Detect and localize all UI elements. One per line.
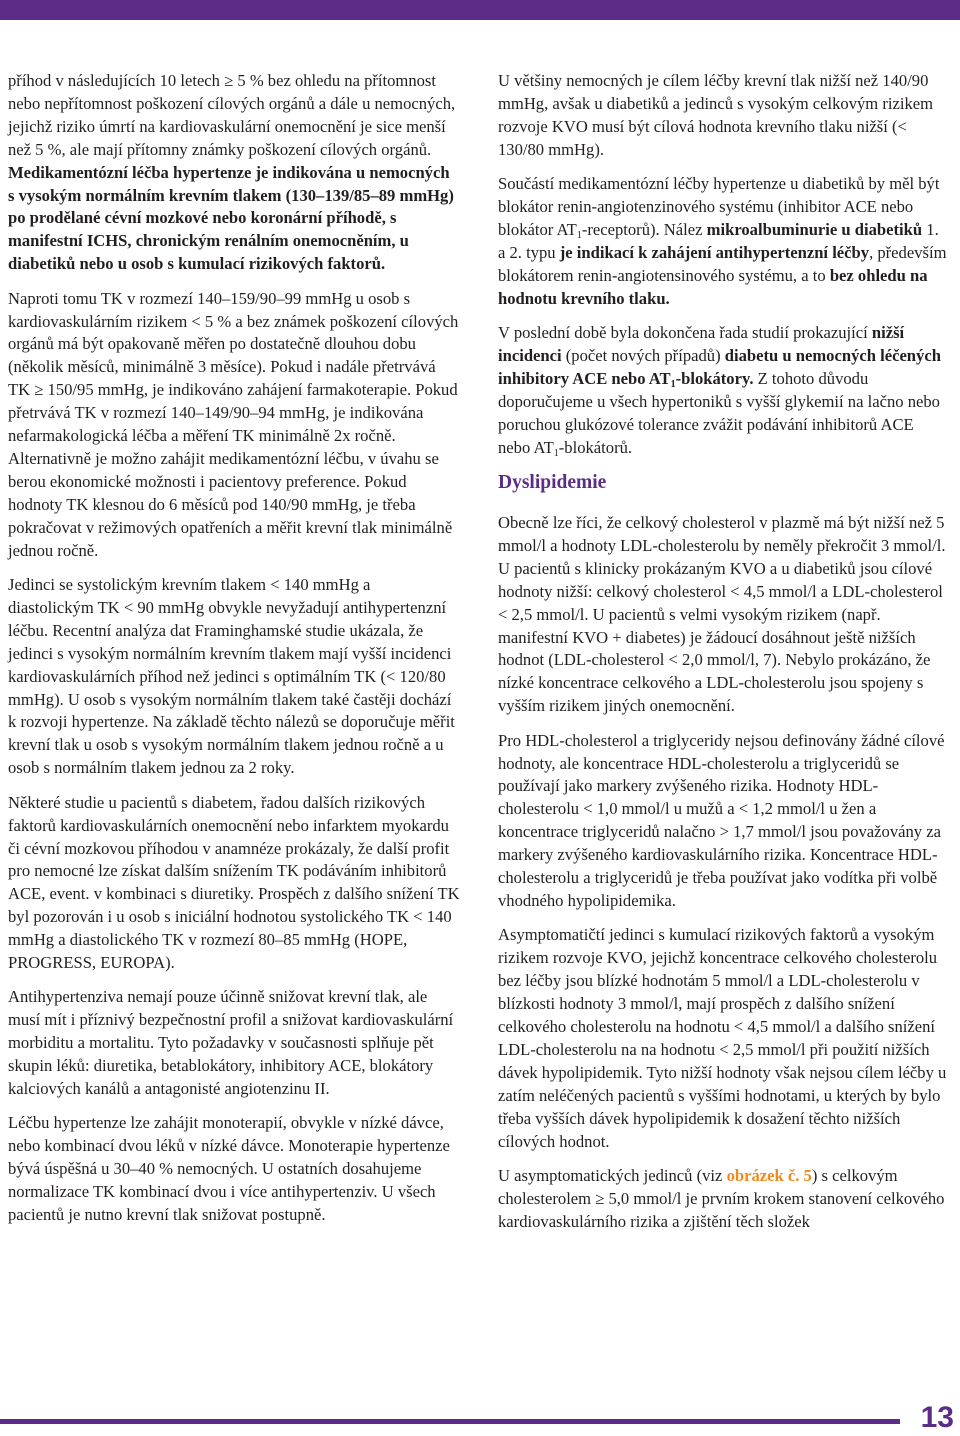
paragraph: Součástí medikamentózní léčby hypertenze u diabetiků by měl být blokátor renin-angiotenzinového systému (inhibitor ACE nebo blokátor $AT_1-receptorů$). Nález mikroalbuminurie u diabetiků 1. a 2. typu je indikací k zahájení antihypertenzní léčby, především blokátorem renin-angiotensinového systému, a to bez ohledu na hodnotu krevního tlaku. xyxy=(498,174,947,308)
page-number: 13 xyxy=(920,1401,954,1434)
paragraph: Jedinci se systolickým krevním tlakem < 140 mmHg a diastolickým TK < 90 mmHg obvykle nevyžadují antihypertenzní léčbu. Recentní analýza dat Framinghamské studie ukázala, že jedinci s vysokým normálním krevním tlakem mají vyšší incidenci kardiovaskulárních příhod než jedinci s optimálním TK (< 120/80 mmHg). U osob s vysokým normálním tlakem také častěji dochází k rozvoji hypertenze. Na základě těchto nálezů se doporučuje měřit krevní tlak u osob s vysokým normálním tlakem jednou ročně a u osob s normálním tlakem jednou za 2 roky. xyxy=(8,575,455,778)
section-heading: Dyslipidemie xyxy=(498,472,607,493)
paragraph: Obecně lze říci, že celkový cholesterol v plazmě má být nižší než 5 mmol/l a hodnoty LDL-cholesterolu by neměly překročit 3 mmol/l. U pacientů s klinicky prokázaným KVO a u diabetiků jsou cílové hodnoty nižší: celkový cholesterol < 4,5 mmol/l a LDL-cholesterol < 2,5 mmol/l. U pacientů s velmi vysokým rizikem (např. manifestní KVO + diabetes) je žádoucí dosáhnout ještě nižších hodnot (LDL-cholesterol < 2,0 mmol/l, 7). Nebylo prokázáno, že nízké koncentrace celkového a LDL-cholesterolu jsou spojeny s vyšším rizikem jiných onemocnění. xyxy=(498,513,946,716)
paragraph: U většiny nemocných je cílem léčby krevní tlak nižší než 140/90 mmHg, avšak u diabetiků a jedinců s vysokým celkovým rizikem rozvoje KVO musí být cílová hodnota krevního tlaku nižší (< 130/80 mmHg). xyxy=(498,71,934,159)
paragraph: Některé studie u pacientů s diabetem, řadou dalších rizikových faktorů kardiovaskulárních onemocnění nebo infarktem myokardu či cévní mozkovou příhodou v anamnéze prokázaly, že další profit pro nemocné lze získat dalším snížením TK podáváním inhibitorů ACE, event. v kombinaci s diuretiky. Prospěch z dalšího snížení TK byl pozorován i u osob s iniciální hodnotou systolického TK < 140 mmHg a diastolického TK v rozmezí 80–85 mmHg (HOPE, PROGRESS, EUROPA). xyxy=(8,792,460,973)
paragraph: Asymptomatičtí jedinci s kumulací rizikových faktorů a vysokým rizikem rozvoje KVO, jejichž koncentrace celkového cholesterolu bez léčby jsou blízké hodnotám 5 mmol/l a LDL-cholesterolu v blízkosti hodnoty 3 mmol/l, mají prospěch z dalšího snížení celkového cholesterolu na hodnotu < 4,5 mmol/l a dalšího snížení LDL-cholesterolu na na hodnotu < 2,5 mmol/l při použití nižších dávek hypolipidemik. Tyto nižší hodnoty však nejsou cílem léčby u zatím neléčených pacientů s vyššími hodnotami, u kterých by bylo třeba vyšších dávek hypolipidemik k dosažení těchto nižších cílových hodnot. xyxy=(498,925,947,1151)
right-column xyxy=(498,70,950,1245)
left-column xyxy=(8,70,460,1239)
top-accent-bar xyxy=(0,0,960,20)
paragraph: příhod v následujících 10 letech ≥ 5 % bez ohledu na přítomnost nebo nepřítomnost poškození cílových orgánů a dále u nemocných, jejichž riziko úmrtí na kardiovaskulární onemocnění je sice menší než 5 %, ale mají přítomny známky poškození cílových orgánů. Medikamentózní léčba hypertenze je indikována u nemocných s vysokým normálním krevním tlakem (130–139/85–89 mmHg) po prodělané cévní mozkové nebo koronární příhodě, s manifestní ICHS, chronickým renálním onemocněním, u diabetiků nebo u osob s kumulací rizikových faktorů. xyxy=(8,71,456,274)
figure-reference-link[interactable]: obrázek č. 5 xyxy=(726,1165,812,1185)
paragraph: V poslední době byla dokončena řada studií prokazující nižší incidenci (počet nových případů) diabetu u nemocných léčených inhibitory ACE nebo $AT_1$-blokátory. Z tohoto důvodu doporučujeme u všech hypertoniků s vyšší glykemií na lačno nebo poruchou glukózové tolerance zvážit podávání inhibitorů ACE nebo $AT_1$-blokátorů. xyxy=(498,323,941,459)
bold-text: Medikamentózní léčba hypertenze je indikována u nemocných s vysokým normálním krevním tlakem (130–139/85–89 mmHg) po prodělané cévní mozkové nebo koronární příhodě, s manifestní ICHS, chronickým renálním onemocněním, u diabetiků nebo u osob s kumulací rizikových faktorů. xyxy=(8,162,454,274)
paragraph: Léčbu hypertenze lze zahájit monoterapií, obvykle v nízké dávce, nebo kombinací dvou léků v nízké dávce. Monoterapie hypertenze bývá úspěšná u 30–40 % nemocných. U ostatních dosahujeme normalizace TK kombinací dvou i více antihypertenziv. U všech pacientů je nutno krevní tlak snižovat postupně. xyxy=(8,1113,450,1225)
paragraph: Naproti tomu TK v rozmezí 140–159/90–99 mmHg u osob s kardiovaskulárním rizikem < 5 % a bez známek poškození cílových orgánů má být opakovaně měřen po dostatečně dlouhou dobu (několik měsíců, minimálně 3 měsíce). Pokud i nadále přetrvává TK ≥ 150/95 mmHg, je indikováno zahájení farmakoterapie. Pokud přetrvává TK v rozmezí 140–149/90–94 mmHg, je indikována nefarmakologická léčba a měření TK minimálně 2x ročně. Alternativně je možno zahájit medikamentózní léčbu, v úvahu se berou ekonomické možnosti i pacientovy preference. Pokud hodnoty TK klesnou do 6 měsíců pod 140/90 mmHg, je třeba pokračovat v režimových opatřeních a měřit krevní tlak minimálně jednou ročně. xyxy=(8,288,459,560)
paragraph: Pro HDL-cholesterol a triglyceridy nejsou definovány žádné cílové hodnoty, ale koncentrace HDL-cholesterolu a triglyceridů se používají jako markery zvýšeného rizika. Hodnoty HDL-cholesterolu < 1,0 mmol/l u mužů a < 1,2 mmol/l u žen a koncentrace triglyceridů nalačno > 1,7 mmol/l jsou považovány za markery zvýšeného kardiovaskulárního rizika. Koncentrace HDL-cholesterolu a triglyceridů je třeba používat jako vodítka při volbě vhodného hypolipidemika. xyxy=(498,730,945,910)
bottom-accent-bar xyxy=(0,1419,900,1424)
paragraph: U asymptomatických jedinců (viz obrázek č. 5) s celkovým cholesterolem ≥ 5,0 mmol/l je prvním krokem stanovení celkového kardiovaskulárního rizika a zjištění těch složek xyxy=(498,1165,945,1231)
paragraph: Antihypertenziva nemají pouze účinně snižovat krevní tlak, ale musí mít i příznivý bezpečnostní profil a snižovat kardiovaskulární morbiditu a mortalitu. Tyto požadavky v současnosti splňuje pět skupin léků: diuretika, betablokátory, inhibitory ACE, blokátory kalciových kanálů a antagonisté angiotenzinu II. xyxy=(8,987,454,1099)
